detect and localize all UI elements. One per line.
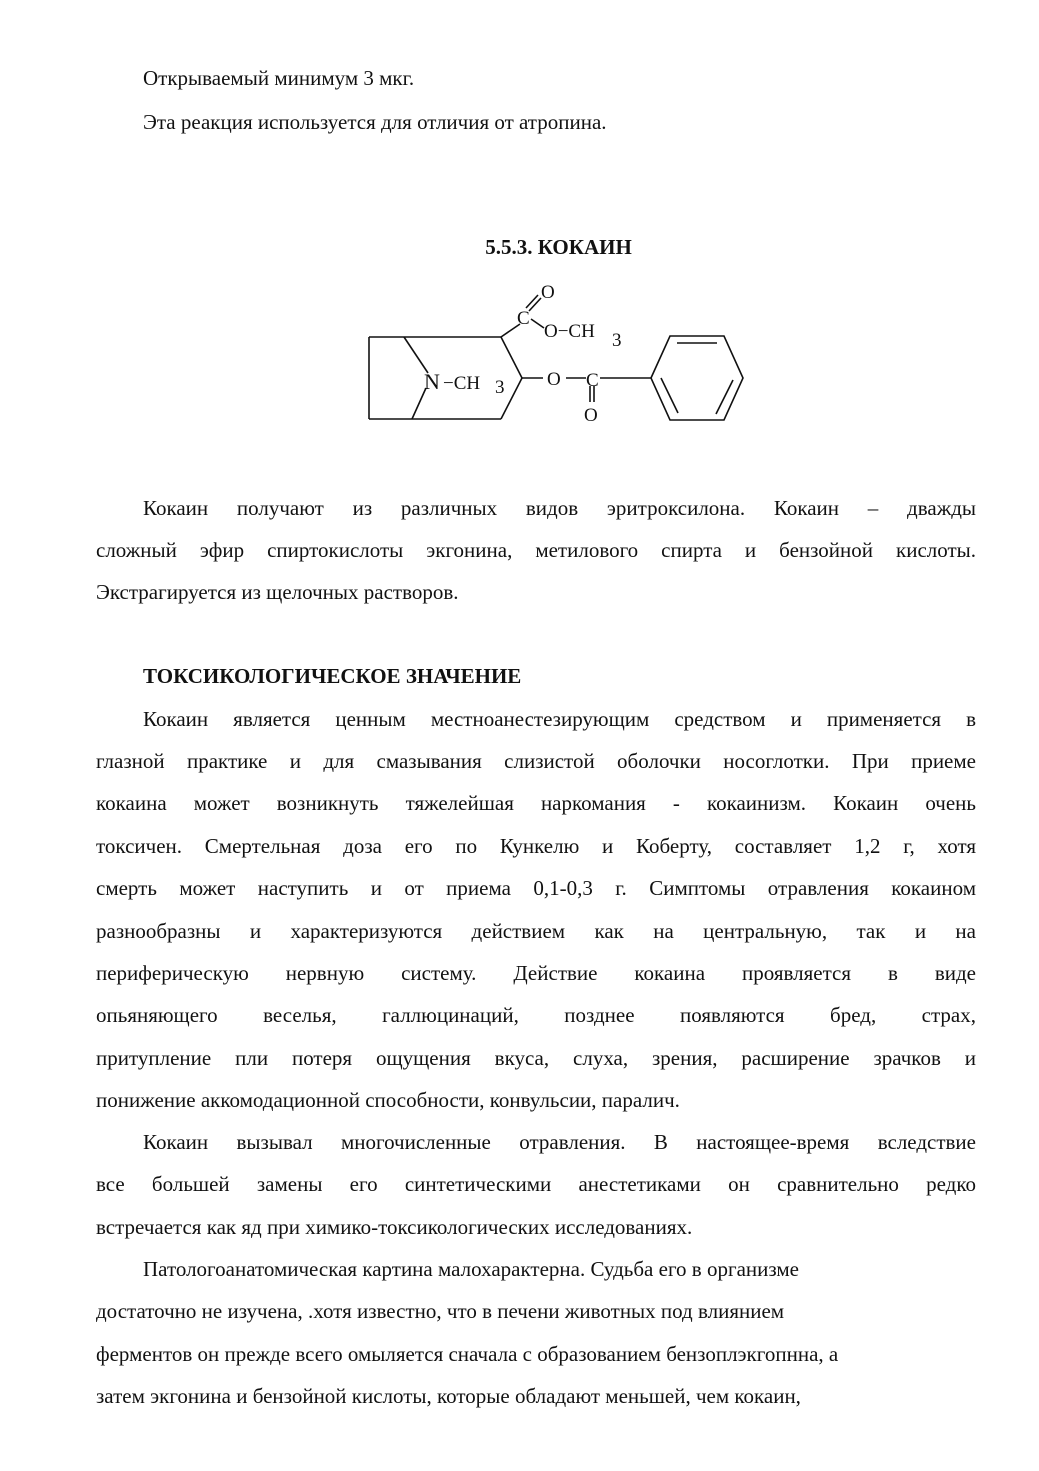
subscript-label: 3 bbox=[612, 330, 622, 351]
text-line: достаточно не изучена, .хотя известно, что в печени животных под влиянием bbox=[96, 1299, 785, 1323]
text-line: разнообразны и характеризуются действием как на центральную, так и на bbox=[96, 919, 976, 943]
methoxy-label: O−CH bbox=[544, 321, 595, 342]
nitrogen-label: N bbox=[424, 369, 440, 394]
text-line: ферментов он прежде всего омыляется сначала с образованием бензоплэкгопнна, а bbox=[96, 1342, 839, 1366]
text-line: сложный эфир спиртокислоты экгонина, метилового спирта и бензойной кислоты. bbox=[96, 538, 976, 562]
oxygen-label: O bbox=[541, 282, 555, 303]
section-heading: ТОКСИКОЛОГИЧЕСКОЕ ЗНАЧЕНИЕ bbox=[143, 664, 522, 688]
text-line: кокаина может возникнуть тяжелейшая наркомания - кокаинизм. Кокаин очень bbox=[96, 791, 976, 815]
text-line: Кокаин является ценным местноанестезирующим средством и применяется в bbox=[143, 707, 976, 731]
text-line: Открываемый минимум 3 мкг. bbox=[143, 66, 415, 90]
n-methyl-label: −CH bbox=[443, 373, 481, 394]
text-line: периферическую нервную систему. Действие кокаина проявляется в виде bbox=[96, 961, 976, 985]
carbon-label: C bbox=[586, 370, 599, 391]
text-line: Экстрагируется из щелочных растворов. bbox=[96, 580, 459, 604]
oxygen-label: O bbox=[584, 405, 598, 426]
text-line: Патологоанатомическая картина малохарактерна. Судьба его в организме bbox=[143, 1257, 799, 1281]
text-line: понижение аккомодационной способности, конвульсии, паралич. bbox=[96, 1088, 680, 1112]
text-line: смерть может наступить и от приема 0,1-0,3 г. Симптомы отравления кокаином bbox=[96, 876, 976, 900]
text-line: встречается как яд при химико-токсикологических исследованиях. bbox=[96, 1215, 693, 1239]
text-line: Кокаин получают из различных видов эритроксилона. Кокаин – дважды bbox=[143, 496, 976, 520]
text-line: притупление пли потеря ощущения вкуса, слуха, зрения, расширение зрачков и bbox=[96, 1046, 976, 1070]
text-line: все большей замены его синтетическими анестетиками он сравнительно редко bbox=[96, 1172, 976, 1196]
text-line: глазной практике и для смазывания слизистой оболочки носоглотки. При приеме bbox=[96, 749, 976, 773]
oxygen-label: O bbox=[547, 369, 561, 390]
section-title: 5.5.3. КОКАИН bbox=[485, 235, 632, 259]
cocaine-structure-formula bbox=[355, 275, 755, 435]
carbon-label: C bbox=[517, 308, 530, 329]
text-line: Эта реакция используется для отличия от атропина. bbox=[143, 110, 607, 134]
text-line: опьяняющего веселья, галлюцинаций, позднее появляются бред, страх, bbox=[96, 1003, 976, 1027]
subscript-label: 3 bbox=[495, 377, 505, 398]
text-line: затем экгонина и бензойной кислоты, которые обладают меньшей, чем кокаин, bbox=[96, 1384, 801, 1408]
text-line: Кокаин вызывал многочисленные отравления. В настоящее-время вследствие bbox=[143, 1130, 976, 1154]
text-line: токсичен. Смертельная доза его по Кункелю и Коберту, составляет 1,2 г, хотя bbox=[96, 834, 976, 858]
